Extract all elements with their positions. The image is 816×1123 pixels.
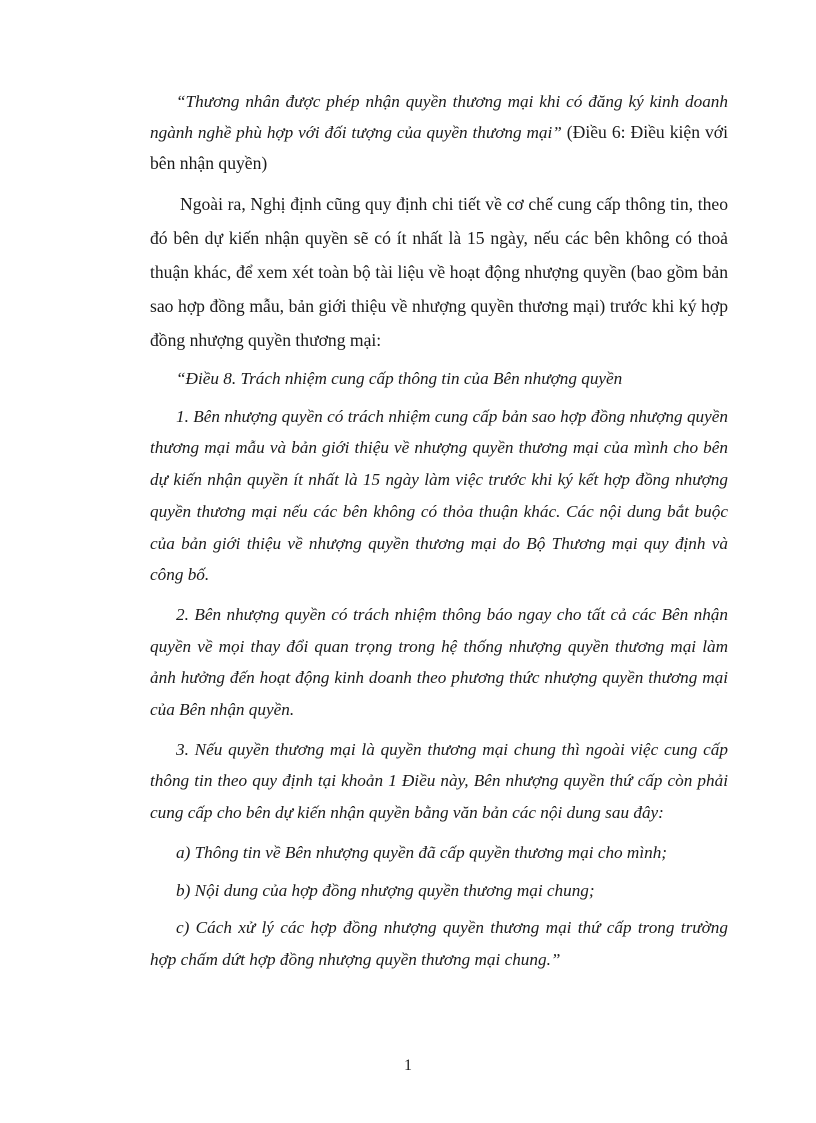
body-paragraph: Ngoài ra, Nghị định cũng quy định chi tiết về cơ chế cung cấp thông tin, theo đó bên dự kiến nhận quyền sẽ có ít nhất là 15 ngày, nếu các bên không có thoả thuận khác, để xem xét toàn bộ tài liệu về hoạt động nhượng quyền (bao gồm bản sao hợp đồng mẫu, bản giới thiệu về nhượng quyền thương mại) trước khi ký hợp đồng nhượng quyền thương mại:	[150, 194, 728, 350]
clause-3-item-b: b) Nội dung của hợp đồng nhượng quyền thương mại chung;	[176, 880, 595, 900]
clause-3-item-c: c) Cách xử lý các hợp đồng nhượng quyền thương mại thứ cấp trong trường hợp chấm dứt hợp đồng nhượng quyền thương mại chung.”	[150, 918, 728, 969]
page-number: 1	[404, 1057, 412, 1074]
article-8-heading: “Điều 8. Trách nhiệm cung cấp thông tin của Bên nhượng quyền	[176, 369, 623, 388]
quote-article-6	[150, 86, 728, 179]
clause-2: 2. Bên nhượng quyền có trách nhiệm thông báo ngay cho tất cả các Bên nhận quyền về mọi thay đổi quan trọng trong hệ thống nhượng quyền thương mại làm ảnh hưởng đến hoạt động kinh doanh theo phương thức nhượng quyền thương mại của Bên nhận quyền.	[150, 604, 728, 720]
quote-article-6-text: “Thương nhân được phép nhận quyền thương mại khi có đăng ký kinh doanh ngành nghề phù hợp với đối tượng của quyền thương mại”	[150, 92, 728, 142]
clause-1: 1. Bên nhượng quyền có trách nhiệm cung cấp bản sao hợp đồng nhượng quyền thương mại mẫu và bản giới thiệu về nhượng quyền thương mại của mình cho bên dự kiến nhận quyền ít nhất là 15 ngày làm việc trước khi ký kết hợp đồng nhượng quyền thương mại nếu các bên không có thỏa thuận khác. Các nội dung bắt buộc của bản giới thiệu về nhượng quyền thương mại do Bộ Thương mại quy định và công bố.	[150, 406, 728, 585]
clause-3-item-a: a) Thông tin về Bên nhượng quyền đã cấp quyền thương mại cho mình;	[176, 842, 668, 862]
quote-article-6-reference: (Điều 6: Điều kiện với bên nhận quyền)	[150, 122, 728, 173]
clause-3: 3. Nếu quyền thương mại là quyền thương mại chung thì ngoài việc cung cấp thông tin theo quy định tại khoản 1 Điều này, Bên nhượng quyền thứ cấp còn phải cung cấp cho bên dự kiến nhận quyền bằng văn bản các nội dung sau đây:	[150, 739, 728, 823]
document-body	[150, 86, 728, 976]
